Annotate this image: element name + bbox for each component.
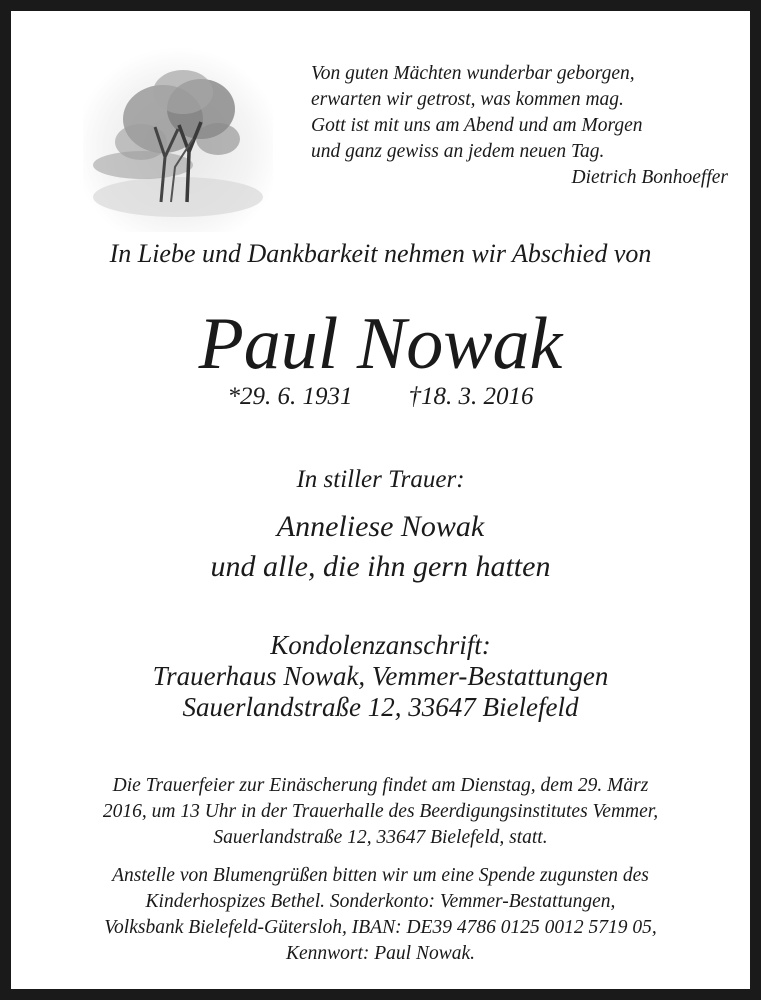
poem-author: Dietrich Bonhoeffer (571, 167, 728, 188)
ceremony-line: 2016, um 13 Uhr in der Trauerhalle des Beerdigungsinstitutes Vemmer, (102, 801, 659, 822)
tree-illustration (83, 47, 273, 232)
mourners (11, 507, 750, 587)
condolence-address (11, 630, 750, 723)
poem-line: Gott ist mit uns am Abend und am Morgen (311, 115, 643, 136)
intro-text: In Liebe und Dankbarkeit nehmen wir Abschied von (109, 239, 652, 268)
donation-line: Kennwort: Paul Nowak. (285, 943, 476, 964)
mourner-name: Anneliese Nowak (276, 510, 485, 543)
donation-line: Kinderhospizes Bethel. Sonderkonto: Vemmer-Bestattungen, (145, 891, 616, 912)
donation-line: Anstelle von Blumengrüßen bitten wir um eine Spende zugunsten des (112, 865, 649, 886)
condolence-line: Trauerhaus Nowak, Vemmer-Bestattungen (152, 661, 609, 691)
life-dates (11, 383, 750, 411)
condolence-line: Kondolenzanschrift: (270, 630, 491, 660)
condolence-line: Sauerlandstraße 12, 33647 Bielefeld (182, 692, 579, 722)
donation-line: Volksbank Bielefeld-Gütersloh, IBAN: DE39 4786 0125 0012 5719 05, (104, 917, 657, 938)
poem-line: und ganz gewiss an jedem neuen Tag. (311, 141, 605, 162)
deceased-name: Paul Nowak (198, 303, 563, 385)
ceremony-line: Sauerlandstraße 12, 33647 Bielefeld, statt. (213, 827, 548, 848)
donation-info (11, 863, 750, 967)
poem-line: Von guten Mächten wunderbar geborgen, (311, 63, 635, 84)
poem (311, 61, 731, 191)
mourning-label: In stiller Trauer: (296, 466, 465, 493)
death-date: †18. 3. 2016 (408, 383, 534, 410)
ceremony-details (11, 773, 750, 851)
mourner-name: und alle, die ihn gern hatten (210, 550, 551, 583)
poem-line: erwarten wir getrost, was kommen mag. (311, 89, 624, 110)
ceremony-line: Die Trauerfeier zur Einäscherung findet am Dienstag, dem 29. März (112, 775, 649, 796)
birth-date: *29. 6. 1931 (227, 383, 353, 410)
